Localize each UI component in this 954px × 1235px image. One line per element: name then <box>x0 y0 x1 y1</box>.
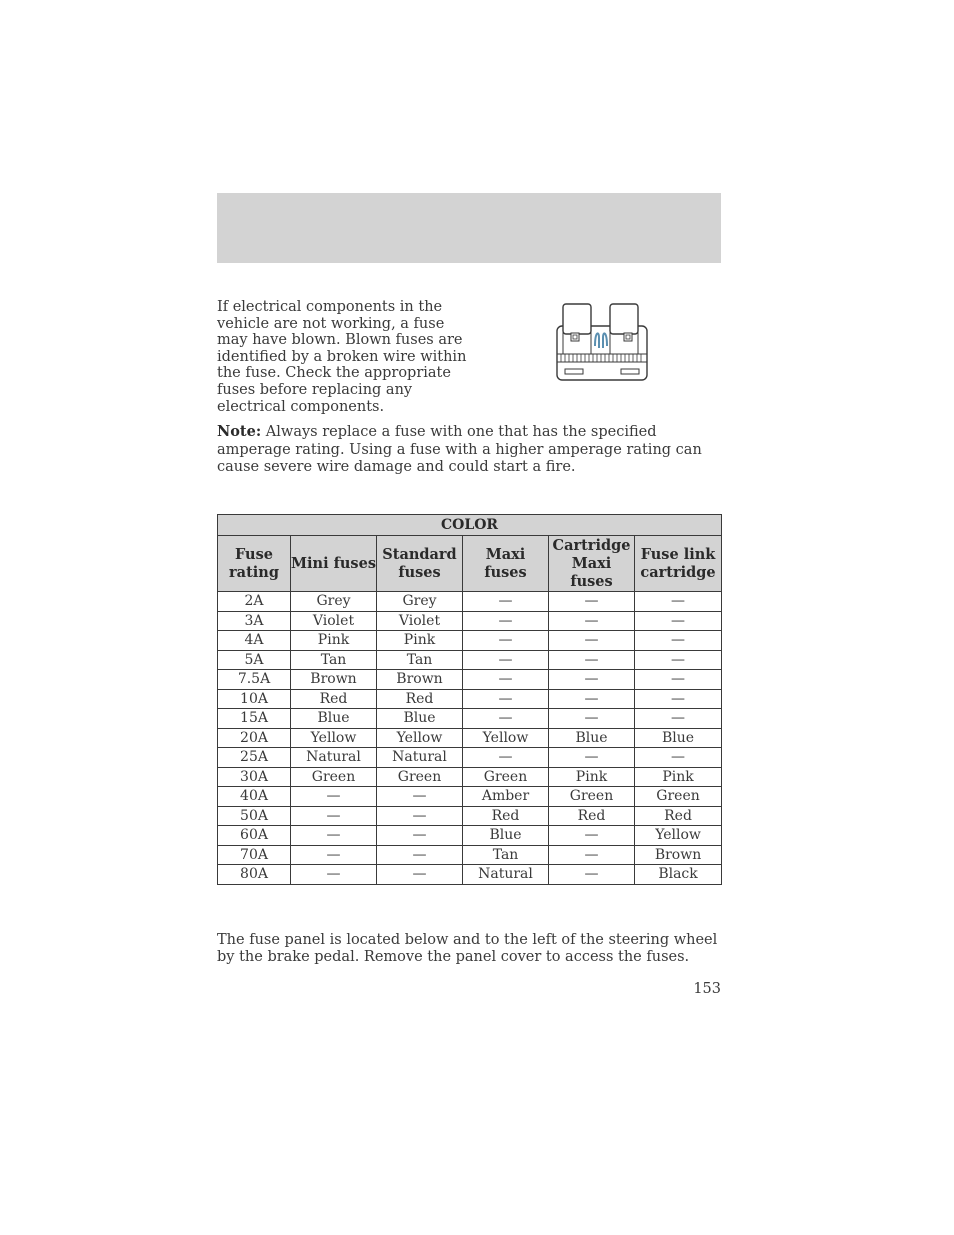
table-cell: 60A <box>218 826 291 846</box>
table-cell: Violet <box>291 611 377 631</box>
table-cell: 20A <box>218 728 291 748</box>
table-row <box>218 806 722 826</box>
fuse-color-table <box>217 514 722 885</box>
table-cell: 30A <box>218 767 291 787</box>
table-cell: — <box>377 845 463 865</box>
note-label: Note: <box>217 423 262 440</box>
table-cell: — <box>463 611 549 631</box>
table-cell: Pink <box>377 631 463 651</box>
table-cell: Blue <box>635 728 722 748</box>
table-row <box>218 787 722 807</box>
table-cell: — <box>549 709 635 729</box>
table-cell: Tan <box>463 845 549 865</box>
table-cell: — <box>463 689 549 709</box>
table-row <box>218 670 722 690</box>
table-cell: 3A <box>218 611 291 631</box>
table-row <box>218 650 722 670</box>
note-text: Always replace a fuse with one that has the specified amperage rating. Using a fuse with a higher amperage rating can cause severe wire damage and could start a fire. <box>217 424 702 475</box>
table-cell: Natural <box>291 748 377 768</box>
table-cell: Green <box>291 767 377 787</box>
table-cell: 80A <box>218 865 291 885</box>
table-cell: Pink <box>549 767 635 787</box>
table-cell: Green <box>549 787 635 807</box>
table-cell: Grey <box>291 592 377 612</box>
table-cell: Natural <box>463 865 549 885</box>
note-paragraph <box>217 423 723 477</box>
table-cell: Tan <box>377 650 463 670</box>
table-cell: — <box>549 631 635 651</box>
table-cell: — <box>549 748 635 768</box>
table-cell: Green <box>377 767 463 787</box>
section-header-band <box>217 193 721 263</box>
table-cell: — <box>635 592 722 612</box>
table-cell: — <box>463 650 549 670</box>
table-cell: — <box>377 826 463 846</box>
table-cell: Red <box>291 689 377 709</box>
table-cell: Green <box>463 767 549 787</box>
table-row <box>218 631 722 651</box>
column-header: Mini fuses <box>291 536 377 592</box>
table-cell: Red <box>635 806 722 826</box>
table-row <box>218 865 722 885</box>
table-row <box>218 592 722 612</box>
table-row <box>218 845 722 865</box>
color-group-header: COLOR <box>218 515 722 536</box>
table-cell: — <box>291 826 377 846</box>
table-cell: Yellow <box>635 826 722 846</box>
table-cell: — <box>291 787 377 807</box>
table-cell: — <box>549 845 635 865</box>
table-cell: Blue <box>291 709 377 729</box>
table-cell: — <box>549 689 635 709</box>
column-header: Fuse rating <box>218 536 291 592</box>
table-cell: 50A <box>218 806 291 826</box>
table-cell: Blue <box>549 728 635 748</box>
table-row <box>218 826 722 846</box>
table-row <box>218 767 722 787</box>
table-cell: — <box>635 631 722 651</box>
table-row <box>218 611 722 631</box>
column-header: Fuse link cartridge <box>635 536 722 592</box>
table-cell: — <box>291 865 377 885</box>
table-cell: Pink <box>291 631 377 651</box>
table-cell: — <box>291 845 377 865</box>
table-cell: — <box>549 670 635 690</box>
table-cell: — <box>377 865 463 885</box>
table-cell: 4A <box>218 631 291 651</box>
table-cell: — <box>549 650 635 670</box>
table-cell: — <box>377 806 463 826</box>
table-cell: 5A <box>218 650 291 670</box>
table-cell: — <box>463 709 549 729</box>
table-cell: — <box>635 689 722 709</box>
table-cell: — <box>549 611 635 631</box>
table-cell: Yellow <box>377 728 463 748</box>
table-cell: Green <box>635 787 722 807</box>
table-cell: — <box>463 748 549 768</box>
table-cell: Brown <box>635 845 722 865</box>
table-cell: Red <box>463 806 549 826</box>
table-cell: — <box>635 748 722 768</box>
table-cell: 25A <box>218 748 291 768</box>
table-cell: — <box>377 787 463 807</box>
table-cell: 10A <box>218 689 291 709</box>
column-header: Maxi fuses <box>463 536 549 592</box>
table-cell: 70A <box>218 845 291 865</box>
table-cell: Brown <box>291 670 377 690</box>
column-header: Standard fuses <box>377 536 463 592</box>
table-row <box>218 748 722 768</box>
table-cell: — <box>291 806 377 826</box>
table-cell: 2A <box>218 592 291 612</box>
table-cell: — <box>549 865 635 885</box>
table-row <box>218 689 722 709</box>
table-cell: Yellow <box>463 728 549 748</box>
table-cell: Brown <box>377 670 463 690</box>
table-cell: Tan <box>291 650 377 670</box>
table-cell: Blue <box>463 826 549 846</box>
table-cell: — <box>635 709 722 729</box>
fuse-panel-location-text: The fuse panel is located below and to the left of the steering wheel by the brake pedal. Remove the panel cover to access the fuses. <box>217 932 718 965</box>
table-cell: Black <box>635 865 722 885</box>
page-number: 153 <box>693 981 721 997</box>
table-cell: Grey <box>377 592 463 612</box>
table-cell: Blue <box>377 709 463 729</box>
table-row <box>218 709 722 729</box>
table-row <box>218 728 722 748</box>
fuse-illustration <box>555 302 649 382</box>
table-cell: 7.5A <box>218 670 291 690</box>
table-cell: — <box>549 592 635 612</box>
column-header: Cartridge Maxi fuses <box>549 536 635 592</box>
table-cell: — <box>635 670 722 690</box>
table-cell: Yellow <box>291 728 377 748</box>
table-cell: — <box>635 611 722 631</box>
table-cell: Violet <box>377 611 463 631</box>
table-cell: 40A <box>218 787 291 807</box>
table-cell: — <box>463 631 549 651</box>
table-cell: — <box>635 650 722 670</box>
table-cell: Pink <box>635 767 722 787</box>
table-body <box>218 592 722 885</box>
table-cell: 15A <box>218 709 291 729</box>
table-cell: Natural <box>377 748 463 768</box>
table-cell: Red <box>549 806 635 826</box>
table-cell: — <box>463 592 549 612</box>
table-cell: — <box>549 826 635 846</box>
intro-paragraph: If electrical components in the vehicle are not working, a fuse may have blown. Blown fuses are identified by a broken wire within the fuse. Check the appropriate fuses before replacing any electrical components. <box>217 299 467 415</box>
table-cell: Amber <box>463 787 549 807</box>
table-cell: Red <box>377 689 463 709</box>
table-cell: — <box>463 670 549 690</box>
